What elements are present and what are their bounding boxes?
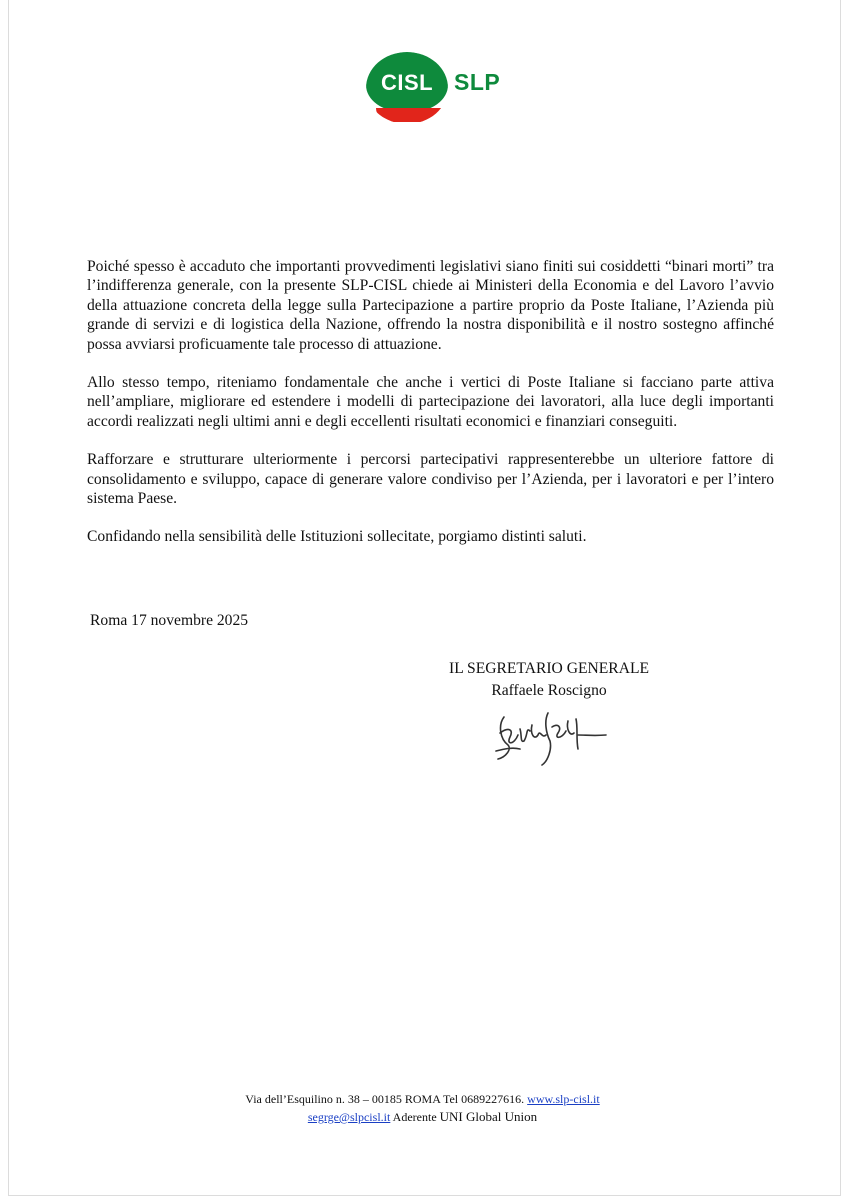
cisl-slp-logo — [366, 52, 506, 124]
letter-date: Roma 17 novembre 2025 — [90, 612, 249, 629]
paragraph-4: Confidando nella sensibilità delle Istituzioni sollecitate, porgiamo distinti saluti. — [87, 528, 587, 546]
letter-footer — [0, 1090, 845, 1126]
signature-block — [420, 658, 678, 702]
footer-address: Via dell’Esquilino n. 38 – 00185 ROMA Tel 0689227616. — [245, 1092, 525, 1106]
signatory-title: IL SEGRETARIO GENERALE — [449, 660, 649, 677]
handwritten-signature — [490, 705, 620, 775]
signatory-name: Raffaele Roscigno — [491, 682, 607, 699]
footer-address-line — [0, 1090, 845, 1108]
paragraph-3: Rafforzare e strutturare ulteriormente i percorsi partecipativi rappresenterebbe un ulteriore fattore di consolidamento e sviluppo, capace di generare valore condiviso per l’Azienda, per i lavoratori e per l’intero sistema Paese. — [87, 451, 774, 508]
logo-red-shape — [376, 108, 442, 122]
footer-aderente: Aderente — [392, 1110, 437, 1124]
page-border — [8, 0, 841, 1196]
letter-body — [87, 257, 774, 566]
email-link[interactable]: segrge@slpcisl.it — [307, 1110, 391, 1124]
logo-cisl-text: CISL — [380, 70, 434, 95]
footer-contact-line — [0, 1108, 845, 1126]
paragraph-2: Allo stesso tempo, riteniamo fondamentale che anche i vertici di Poste Italiane si facciano parte attiva nell’ampliare, migliorare ed estendere i modelli di partecipazione dei lavoratori, alla luce degli importanti accordi realizzati negli ultimi anni e degli eccellenti risultati economici e finanziari conseguiti. — [87, 374, 774, 430]
logo-slp-text: SLP — [454, 69, 501, 95]
paragraph-1: Poiché spesso è accaduto che importanti provvedimenti legislativi siano finiti sui cosiddetti “binari morti” tra l’indifferenza generale, con la presente SLP-CISL chiede ai Ministeri della Economia e del Lavoro l’avvio della attuazione concreta della legge sulla Partecipazione a partire proprio da Poste Italiane, l’Azienda più grande di servizi e di logistica della Nazione, offrendo la nostra disponibilità e il nostro sostegno affinché possa avviarsi proficuamente tale processo di attuazione. — [87, 258, 774, 353]
footer-union: UNI Global Union — [439, 1109, 538, 1124]
website-link[interactable]: www.slp-cisl.it — [527, 1092, 600, 1106]
